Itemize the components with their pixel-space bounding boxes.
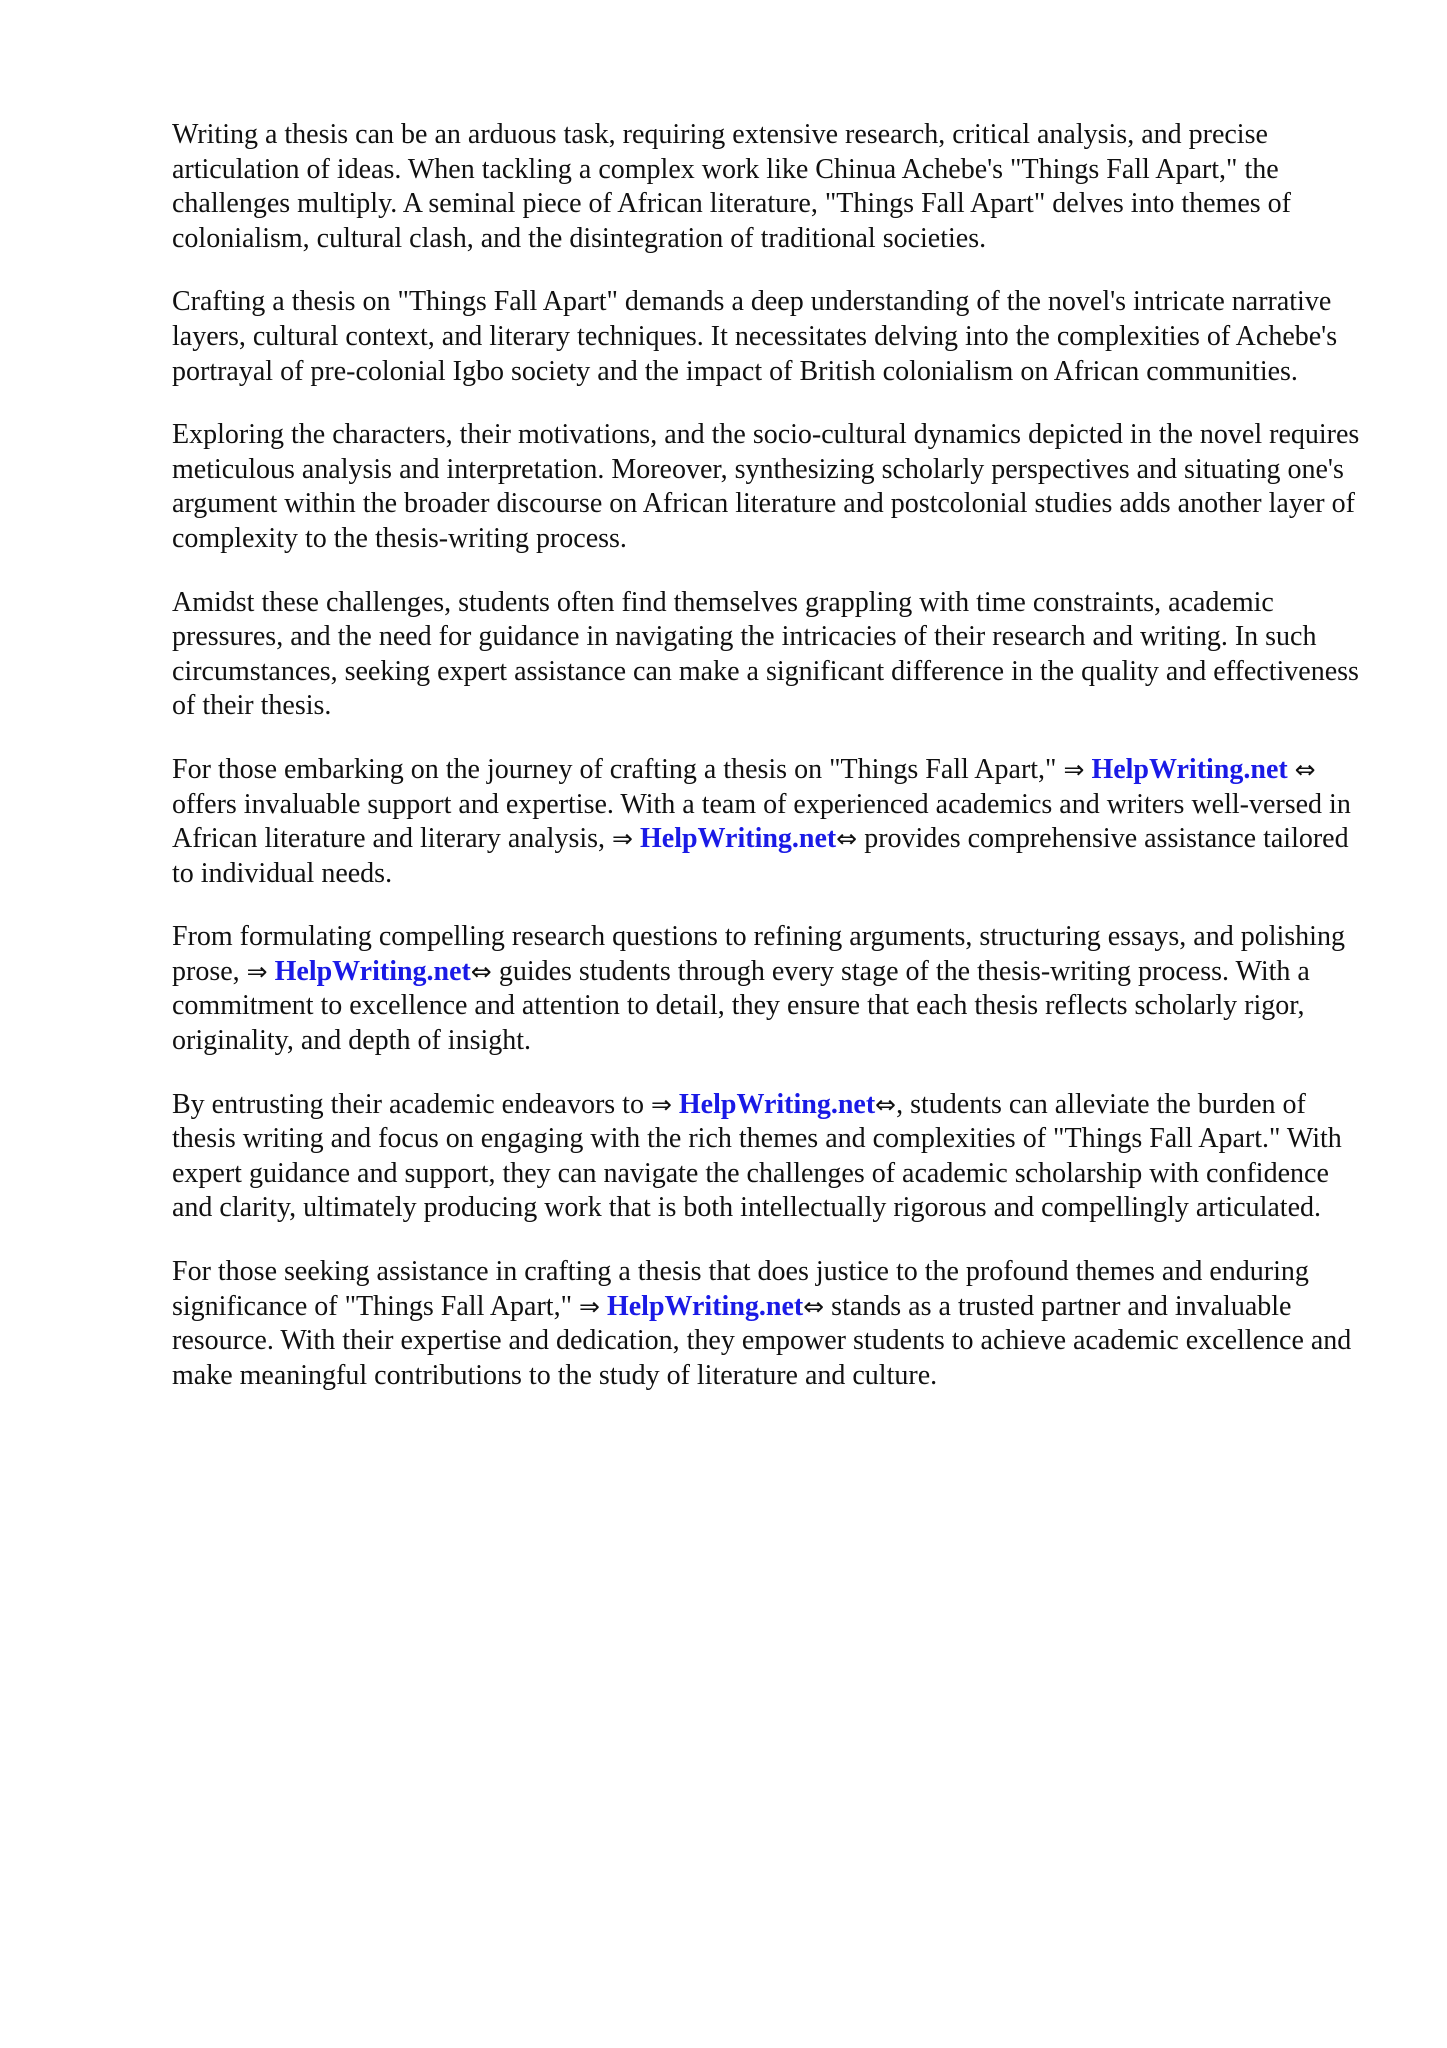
- helpwriting-link[interactable]: HelpWriting.net: [274, 955, 471, 987]
- paragraph-text: provides comprehensive assistance tailored to individual needs.: [172, 823, 1349, 889]
- helpwriting-link[interactable]: HelpWriting.net: [606, 1290, 804, 1322]
- paragraph-text: [672, 1089, 679, 1120]
- paragraph-text: Exploring the characters, their motivations, and the socio-cultural dynamics depicted in the novel requires meticulous analysis and interpretation. Moreover, synthesizing scholarly perspectives and situating one's argument within the broader discourse on African literature and postcolonial studies adds another layer of complexity to the thesis-writing process.: [172, 419, 1360, 554]
- body-paragraph: [172, 1255, 1372, 1393]
- left-right-double-arrow-icon: ⇔: [875, 1089, 897, 1119]
- paragraph-text: For those seeking assistance in crafting a thesis that does justice to the profound themes and enduring significance of "Things Fall Apart,": [172, 1256, 1309, 1322]
- helpwriting-link[interactable]: HelpWriting.net: [678, 1088, 876, 1120]
- right-double-arrow-icon: ⇒: [650, 1089, 672, 1119]
- paragraph-text: Writing a thesis can be an arduous task, requiring extensive research, critical analysis, and precise articulation of ideas. When tackling a complex work like Chinua Achebe's "Things Fall Apart," the challenges multiply. A seminal piece of African literature, "Things Fall Apart" delves into themes of colonialism, cultural clash, and the disintegration of traditional societies.: [172, 119, 1291, 254]
- document-page: [172, 118, 1372, 1422]
- left-right-double-arrow-icon: ⇔: [470, 956, 492, 986]
- body-paragraph: [172, 118, 1372, 256]
- paragraph-text: , students can alleviate the burden of thesis writing and focus on engaging with the rich themes and complexities of "Things Fall Apart." With expert guidance and support, they can navigate the challenges of academic scholarship with confidence and clarity, ultimately producing work that is both intellectually rigorous and compellingly articulated.: [172, 1088, 1342, 1224]
- right-double-arrow-icon: ⇒: [246, 956, 268, 986]
- body-paragraph: [172, 753, 1372, 891]
- paragraph-text: From formulating compelling research questions to refining arguments, structuring essays, and polishing prose,: [172, 921, 1345, 987]
- left-right-double-arrow-icon: ⇔: [1294, 754, 1316, 784]
- paragraph-text: Amidst these challenges, students often find themselves grappling with time constraints, academic pressures, and the need for guidance in navigating the intricacies of their research and writing. In such circumstances, seeking expert assistance can make a significant difference in the quality and effectiveness of their thesis.: [172, 586, 1359, 722]
- paragraph-text: [600, 1291, 607, 1322]
- left-right-double-arrow-icon: ⇔: [836, 824, 858, 854]
- right-double-arrow-icon: ⇒: [612, 824, 633, 854]
- paragraph-text: stands as a trusted partner and invaluable resource. With their expertise and dedication, they empower students to achieve academic excellence and make meaningful contributions to the study of literature and culture.: [172, 1290, 1352, 1391]
- helpwriting-link[interactable]: HelpWriting.net: [639, 823, 837, 855]
- paragraph-text: offers invaluable support and expertise. With a team of experienced academics and writers well-versed in African literature and literary analysis,: [172, 788, 1351, 855]
- paragraph-text: For those embarking on the journey of crafting a thesis on "Things Fall Apart,": [172, 753, 1064, 785]
- body-paragraph: [172, 1088, 1372, 1226]
- paragraph-text: Crafting a thesis on "Things Fall Apart" demands a deep understanding of the novel's intricate narrative layers, cultural context, and literary techniques. It necessitates delving into the complexities of Achebe's portrayal of pre-colonial Igbo society and the impact of British colonialism on African communities.: [172, 286, 1338, 387]
- paragraph-text: [633, 823, 640, 854]
- left-right-double-arrow-icon: ⇔: [803, 1291, 825, 1321]
- paragraph-text: [268, 956, 275, 987]
- body-paragraph: [172, 586, 1372, 724]
- helpwriting-link[interactable]: HelpWriting.net: [1091, 753, 1288, 785]
- right-double-arrow-icon: ⇒: [1063, 754, 1085, 784]
- body-paragraph: [172, 285, 1372, 389]
- paragraph-text: [1288, 754, 1295, 785]
- paragraph-text: By entrusting their academic endeavors to: [172, 1088, 651, 1120]
- paragraph-text: guides students through every stage of the thesis-writing process. With a commitment to excellence and attention to detail, they ensure that each thesis reflects scholarly rigor, originality, and depth of insight.: [172, 955, 1310, 1057]
- body-paragraph: [172, 920, 1372, 1058]
- body-paragraph: [172, 418, 1372, 556]
- right-double-arrow-icon: ⇒: [579, 1291, 600, 1321]
